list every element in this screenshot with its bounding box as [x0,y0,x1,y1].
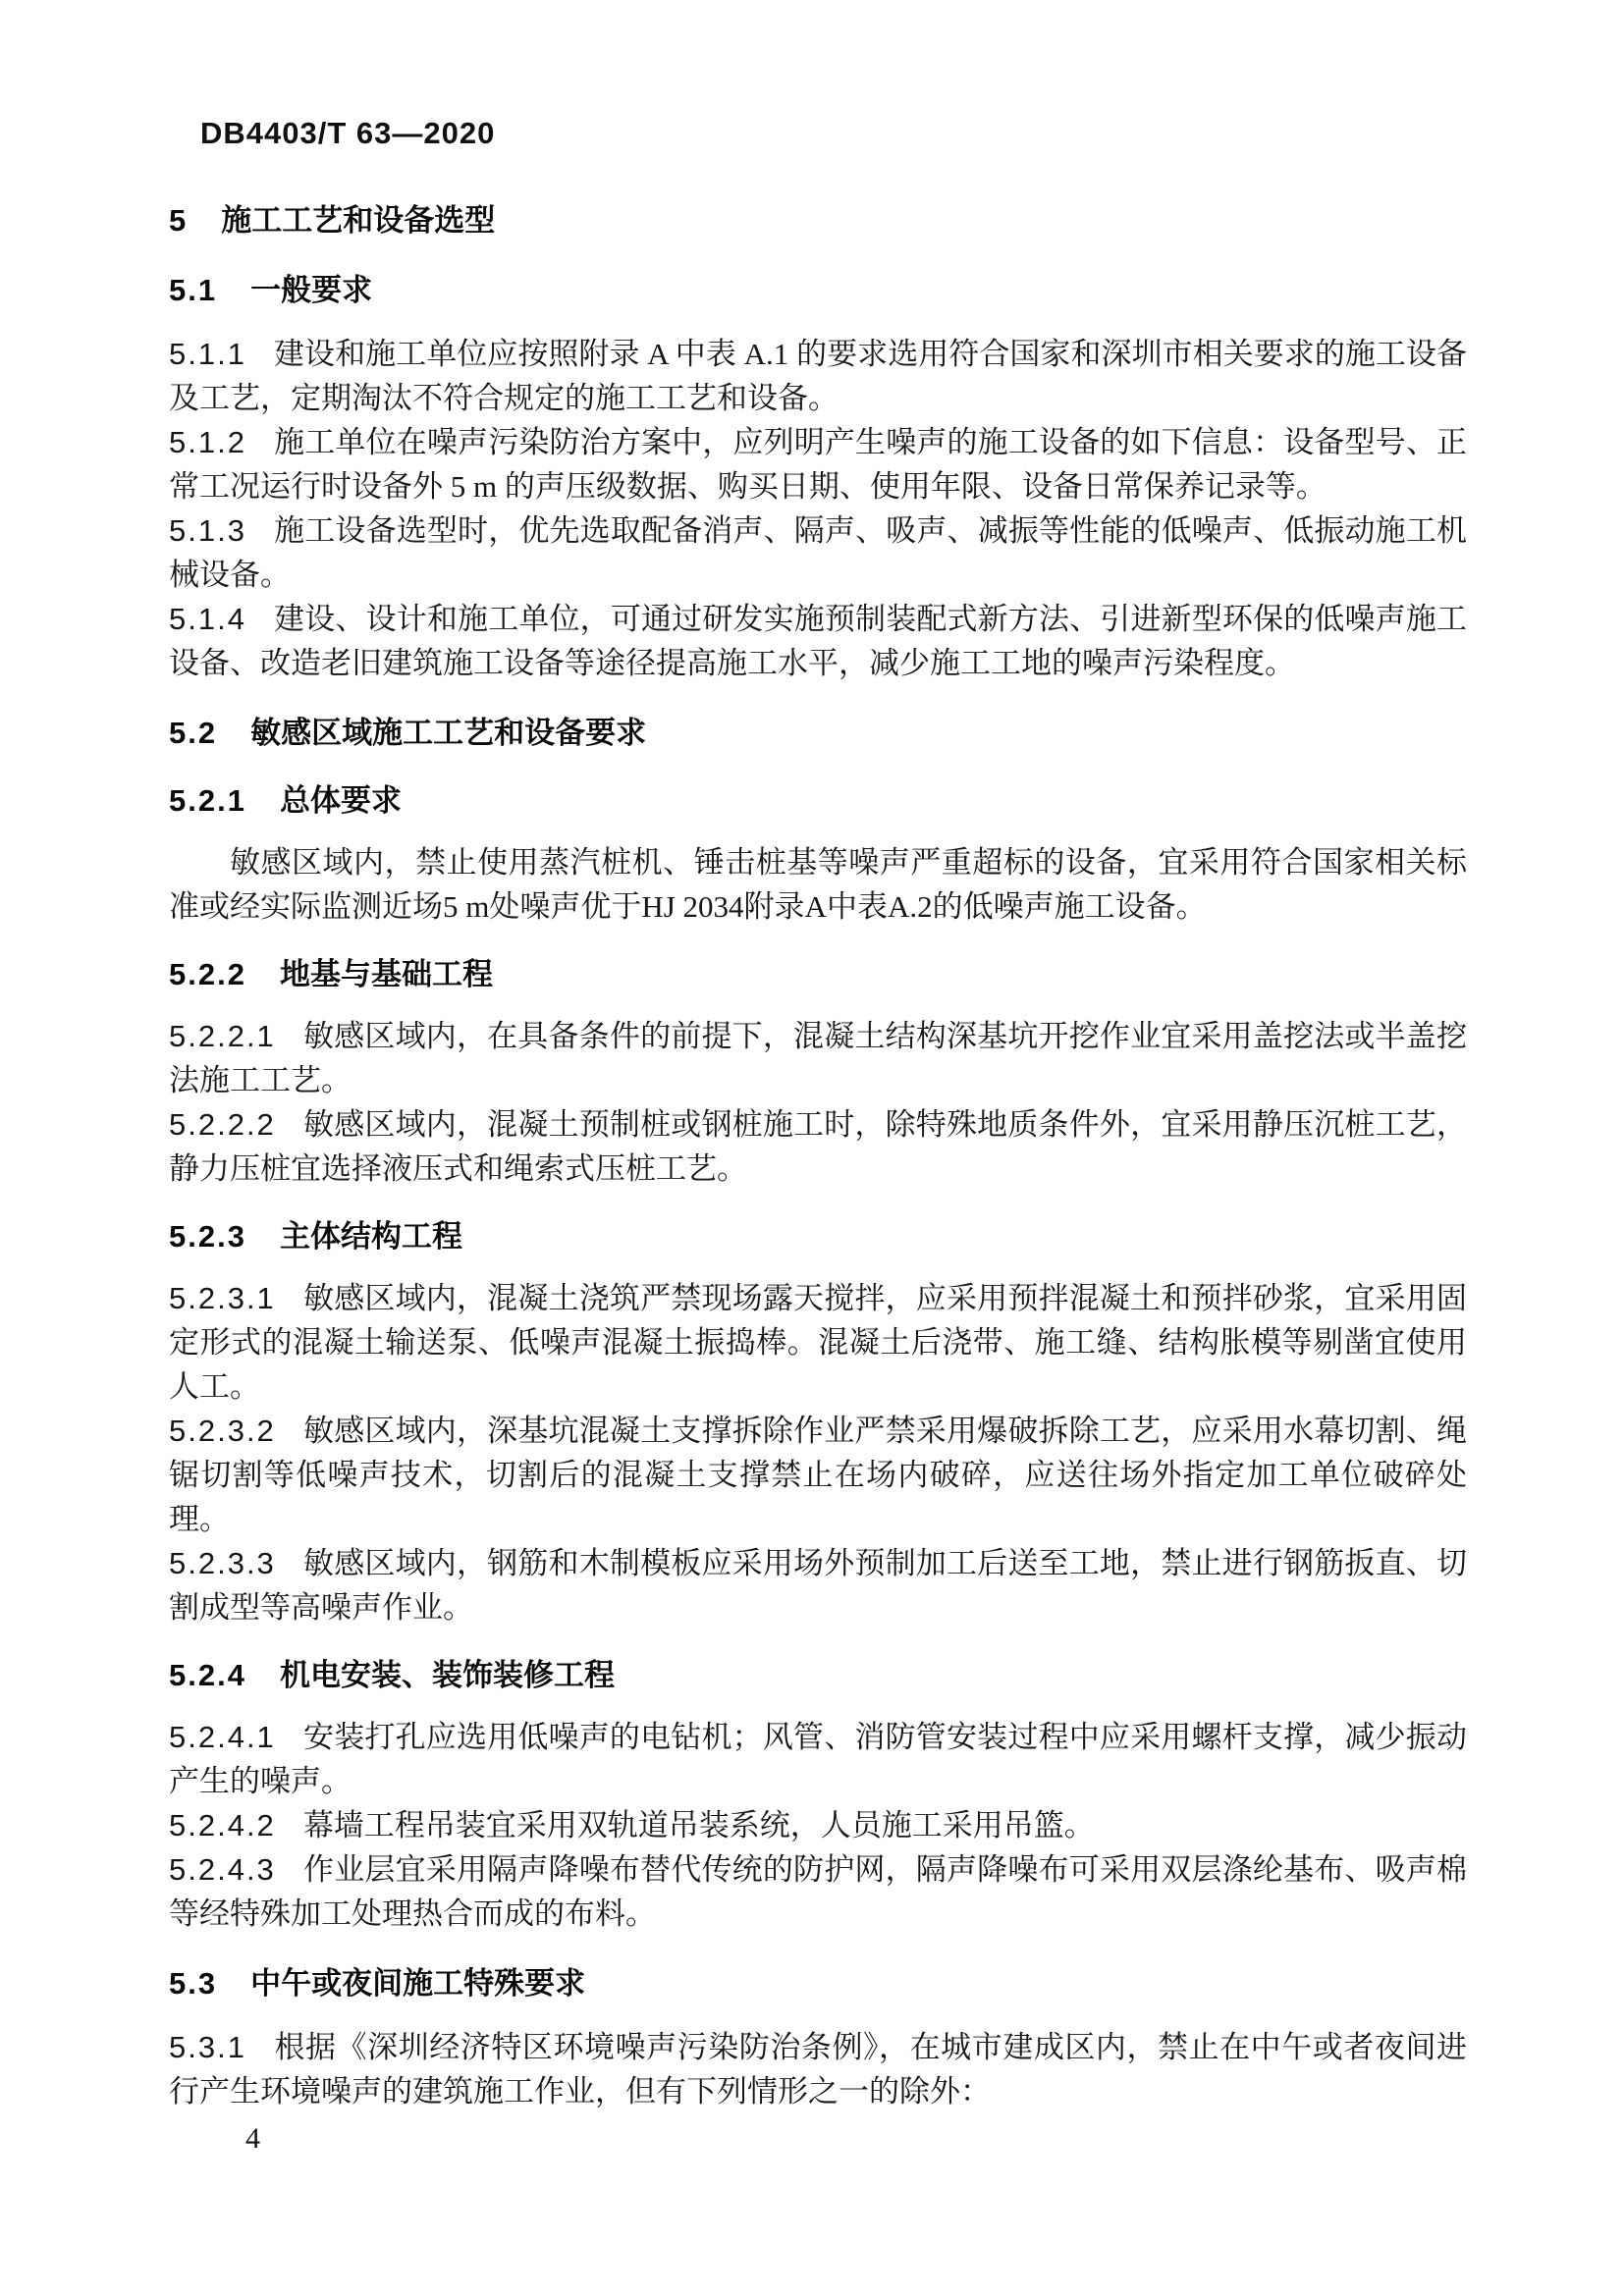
clause-text: 施工单位在噪声污染防治方案中，应列明产生噪声的施工设备的如下信息：设备型号、正常工况运行时设备外 5 m 的声压级数据、购买日期、使用年限、设备日常保养记录等。 [169,425,1467,504]
clause-paragraph [169,1102,1467,1191]
section-title: 中午或夜间施工特殊要求 [250,1966,586,2001]
clause-paragraph [169,2025,1467,2113]
section-title: 地基与基础工程 [279,957,493,991]
clause-number: 5.2.2.1 [169,1019,276,1053]
section-heading [169,1961,1467,2005]
clause-number: 5.1.4 [169,602,246,636]
clause-text: 敏感区域内，深基坑混凝土支撑拆除作业严禁采用爆破拆除工艺，应采用水幕切割、绳锯切割等低噪声技术，切割后的混凝土支撑禁止在场内破碎，应送往场外指定加工单位破碎处理。 [169,1414,1467,1536]
clause-text: 建设和施工单位应按照附录 A 中表 A.1 的要求选用符合国家和深圳市相关要求的施工设备及工艺，定期淘汰不符合规定的施工工艺和设备。 [169,337,1467,415]
section-number: 5 [169,203,189,238]
section-title: 总体要求 [279,783,402,818]
clause-paragraph [169,1409,1467,1541]
clause-number: 5.3.1 [169,2030,246,2064]
section-title: 机电安装、装饰装修工程 [279,1658,615,1692]
section-heading [169,711,1467,755]
clause-text: 建设、设计和施工单位，可通过研发实施预制装配式新方法、引进新型环保的低噪声施工设备、改造老旧建筑施工设备等途径提高施工水平，减少施工工地的噪声污染程度。 [169,602,1467,680]
clause-paragraph [169,1715,1467,1803]
clause-text: 敏感区域内，在具备条件的前提下，混凝土结构深基坑开挖作业宜采用盖挖法或半盖挖法施工工艺。 [169,1019,1467,1097]
clause-paragraph [169,1541,1467,1629]
clause-text: 敏感区域内，钢筋和木制模板应采用场外预制加工后送至工地，禁止进行钢筋扳直、切割成型等高噪声作业。 [169,1546,1467,1625]
clause-number: 5.1.2 [169,425,246,459]
clause-text: 作业层宜采用隔声降噪布替代传统的防护网，隔声降噪布可采用双层涤纶基布、吸声棉等经特殊加工处理热合而成的布料。 [169,1852,1467,1931]
clause-text: 幕墙工程吊装宜采用双轨道吊装系统，人员施工采用吊篮。 [302,1808,1095,1842]
clause-text: 安装打孔应选用低噪声的电钻机；风管、消防管安装过程中应采用螺杆支撑，减少振动产生的噪声。 [169,1720,1467,1798]
clause-paragraph [169,1847,1467,1936]
section-number: 5.2.4 [169,1658,246,1692]
clause-number: 5.2.2.2 [169,1107,276,1142]
section-heading [169,1653,1467,1697]
clause-paragraph [169,332,1467,420]
clause-paragraph [169,1014,1467,1102]
clause-number: 5.2.3.1 [169,1281,276,1315]
clause-number: 5.2.3.3 [169,1546,276,1580]
section-number: 5.3 [169,1966,218,2001]
body-paragraph: 敏感区域内，禁止使用蒸汽桩机、锤击桩基等噪声严重超标的设备，宜采用符合国家相关标准或经实际监测近场5 m处噪声优于HJ 2034附录A中表A.2的低噪声施工设备。 [169,845,1467,924]
section-heading [169,778,1467,823]
clause-paragraph [169,420,1467,508]
clause-text: 敏感区域内，混凝土预制桩或钢桩施工时，除特殊地质条件外，宜采用静压沉桩工艺，静力压桩宜选择液压式和绳索式压桩工艺。 [169,1107,1467,1186]
clause-paragraph [169,597,1467,685]
section-heading [169,268,1467,312]
section-number: 5.1 [169,273,218,307]
clause-text: 施工设备选型时，优先选取配备消声、隔声、吸声、减振等性能的低噪声、低振动施工机械设备。 [169,513,1467,592]
standard-number-header: DB4403/T 63—2020 [200,116,496,150]
section-number: 5.2.1 [169,783,246,818]
section-heading [169,1214,1467,1258]
section-title: 一般要求 [250,273,373,307]
section-number: 5.2 [169,716,218,750]
clause-number: 5.2.4.2 [169,1808,276,1842]
clause-number: 5.1.1 [169,337,246,371]
clause-text: 敏感区域内，混凝土浇筑严禁现场露天搅拌，应采用预拌混凝土和预拌砂浆，宜采用固定形式的混凝土输送泵、低噪声混凝土振捣棒。混凝土后浇带、施工缝、结构胀模等剔凿宜使用人工。 [169,1281,1467,1404]
section-title: 敏感区域施工工艺和设备要求 [250,716,647,750]
page-number: 4 [245,2122,260,2155]
section-number: 5.2.3 [169,1219,246,1254]
section-number: 5.2.2 [169,957,246,991]
section-heading [169,952,1467,996]
clause-paragraph [169,1276,1467,1409]
clause-number: 5.2.4.3 [169,1852,276,1887]
clause-number: 5.1.3 [169,513,246,548]
clause-paragraph [169,1803,1467,1847]
clause-paragraph [169,508,1467,597]
clause-number: 5.2.4.1 [169,1720,276,1754]
section-title: 施工工艺和设备选型 [221,203,496,238]
clause-number: 5.2.3.2 [169,1414,276,1448]
section-title: 主体结构工程 [279,1219,462,1254]
document-content [169,192,1467,2113]
clause-text: 根据《深圳经济特区环境噪声污染防治条例》，在城市建成区内，禁止在中午或者夜间进行产生环境噪声的建筑施工作业，但有下列情形之一的除外： [169,2030,1467,2109]
section-heading [169,198,1467,242]
